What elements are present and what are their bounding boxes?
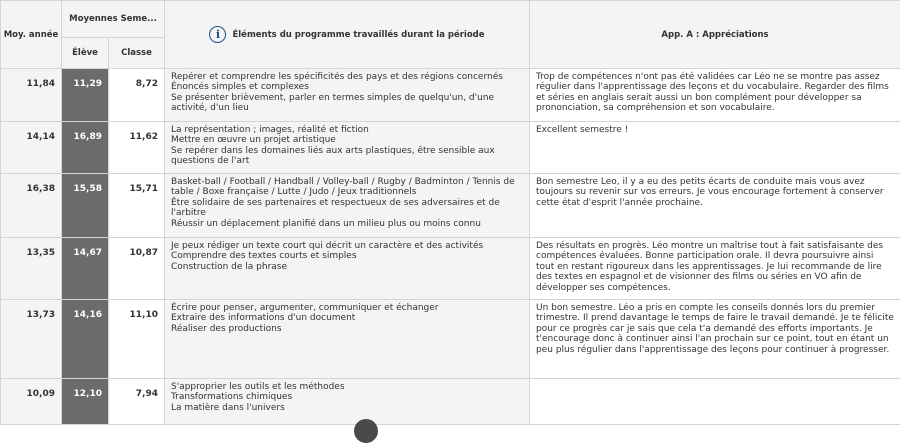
- eleve-average-cell: 14,16: [62, 300, 109, 379]
- eleve-average-cell: 11,29: [62, 69, 109, 122]
- appreciation-cell: [530, 379, 900, 425]
- appreciation-cell: Des résultats en progrès. Léo montre un maîtrise tout à fait satisfaisante des compétences évaluées. Bonne participation orale. Il devra poursuivre ainsi tout en restant rigoureux dans les apprentissages. Je lui recommande de lire des textes en espagnol et de visionner des films ou séries en VO afin de développer ses compétences.: [530, 238, 900, 300]
- programme-item: Construction de la phrase: [171, 262, 523, 272]
- programme-cell: [165, 238, 530, 300]
- classe-average-cell: 8,72: [109, 69, 165, 122]
- floating-action-button[interactable]: [354, 419, 378, 443]
- programme-item: Écrire pour penser, argumenter, communiquer et échanger: [171, 303, 523, 313]
- programme-item: Je peux rédiger un texte court qui décrit un caractère et des activités: [171, 241, 523, 251]
- moy-annee-cell: 11,84: [1, 69, 62, 122]
- classe-average-cell: 11,62: [109, 122, 165, 174]
- table-row: [1, 69, 900, 122]
- appreciation-cell: Trop de compétences n'ont pas été validées car Léo ne se montre pas assez régulier dans l'apprentissage des leçons et du vocabulaire. Regarder des films et séries en anglais serait aussi un bon complément pour développer sa prononciation, sa compréhension et son vocabulaire.: [530, 69, 900, 122]
- info-icon[interactable]: i: [209, 26, 226, 43]
- programme-cell: [165, 122, 530, 174]
- moy-annee-cell: 13,73: [1, 300, 62, 379]
- programme-item: Se présenter brièvement, parler en termes simples de quelqu'un, d'une activité, d'un lieu: [171, 93, 523, 114]
- header-eleve[interactable]: Élève: [62, 38, 109, 69]
- table-row: [1, 174, 900, 238]
- moy-annee-cell: 10,09: [1, 379, 62, 425]
- programme-item: Extraire des informations d'un document: [171, 313, 523, 323]
- programme-item: Être solidaire de ses partenaires et respectueux de ses adversaires et de l'arbitre: [171, 198, 523, 219]
- programme-item: Repérer et comprendre les spécificités des pays et des régions concernés: [171, 72, 523, 82]
- table-row: [1, 238, 900, 300]
- programme-item: Mettre en œuvre un projet artistique: [171, 135, 523, 145]
- classe-average-cell: 15,71: [109, 174, 165, 238]
- programme-cell: [165, 174, 530, 238]
- programme-item: Réaliser des productions: [171, 324, 523, 334]
- appreciation-cell: Excellent semestre !: [530, 122, 900, 174]
- eleve-average-cell: 15,58: [62, 174, 109, 238]
- header-elements: [165, 1, 530, 69]
- header-moy-annee[interactable]: Moy. année: [1, 1, 62, 69]
- table-row: [1, 122, 900, 174]
- programme-item: La matière dans l'univers: [171, 403, 523, 413]
- programme-item: La représentation ; images, réalité et fiction: [171, 125, 523, 135]
- programme-cell: [165, 300, 530, 379]
- header-classe[interactable]: Classe: [109, 38, 165, 69]
- header-moyennes-semestre[interactable]: Moyennes Seme...: [62, 1, 165, 38]
- appreciation-cell: Bon semestre Leo, il y a eu des petits écarts de conduite mais vous avez toujours su revenir sur vos erreurs. Je vous encourage fortement à conserver cette état d'esprit l'année prochaine.: [530, 174, 900, 238]
- classe-average-cell: 11,10: [109, 300, 165, 379]
- eleve-average-cell: 12,10: [62, 379, 109, 425]
- programme-item: S'approprier les outils et les méthodes: [171, 382, 523, 392]
- moy-annee-cell: 13,35: [1, 238, 62, 300]
- programme-cell: [165, 379, 530, 425]
- eleve-average-cell: 16,89: [62, 122, 109, 174]
- header-elements-label: Éléments du programme travaillés durant la période: [232, 30, 484, 40]
- classe-average-cell: 7,94: [109, 379, 165, 425]
- header-appreciations: App. A : Appréciations: [530, 1, 900, 69]
- table-row: [1, 300, 900, 379]
- eleve-average-cell: 14,67: [62, 238, 109, 300]
- appreciation-cell: Un bon semestre. Léo a pris en compte les conseils donnés lors du premier trimestre. Il prend davantage le temps de faire le travail demandé. Je te félicite pour ce progrès car je sais que cela t'a demandé des efforts importants. Je t'encourage donc à continuer ainsi l'an prochain sur ce point, tout en étant un peu plus régulier dans l'apprentissage des leçons pour continuer à progresser.: [530, 300, 900, 379]
- programme-item: Comprendre des textes courts et simples: [171, 251, 523, 261]
- moy-annee-cell: 16,38: [1, 174, 62, 238]
- programme-item: Transformations chimiques: [171, 392, 523, 402]
- table-row: [1, 379, 900, 425]
- programme-item: Énoncés simples et complexes: [171, 82, 523, 92]
- programme-item: Réussir un déplacement planifié dans un milieu plus ou moins connu: [171, 219, 523, 229]
- classe-average-cell: 10,87: [109, 238, 165, 300]
- programme-item: Se repérer dans les domaines liés aux arts plastiques, être sensible aux questions de l'art: [171, 146, 523, 167]
- programme-item: Basket-ball / Football / Handball / Volley-ball / Rugby / Badminton / Tennis de table / Boxe française / Lutte / Judo / Jeux traditionnels: [171, 177, 523, 198]
- moy-annee-cell: 14,14: [1, 122, 62, 174]
- programme-cell: [165, 69, 530, 122]
